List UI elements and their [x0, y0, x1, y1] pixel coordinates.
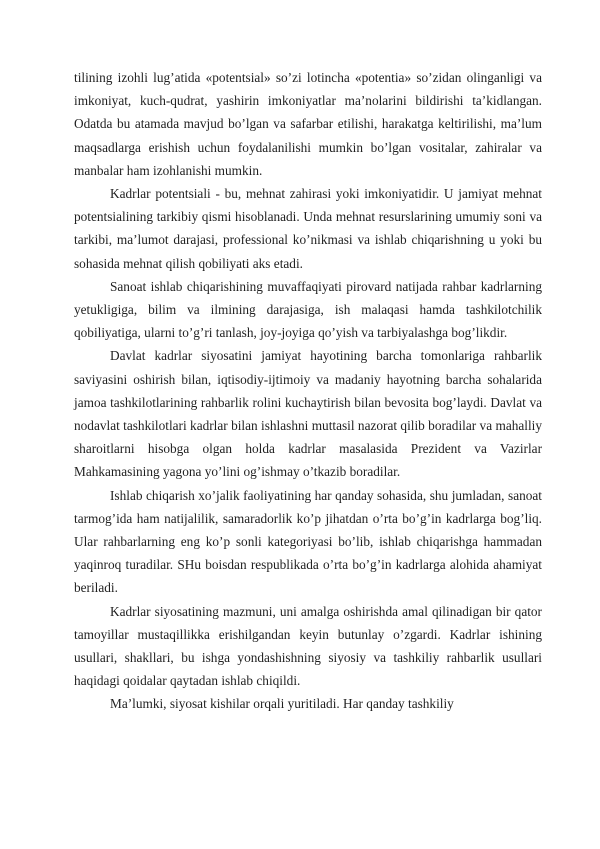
document-page — [74, 66, 542, 716]
paragraph-policy-content: Kadrlar siyosatining mazmuni, uni amalga oshirishda amal qilinadigan bir qator tamoyillar mustaqillikka erishilgandan keyin butunlay o’zgardi. Kadrlar ishining usullari, shakllari, bu ishga yondashishning siyosiy va tashkiliy rahbarlik usullari haqidagi qoidalar qaytadan ishlab chiqildi. — [74, 603, 542, 689]
paragraph-middle-tier-personnel: Ishlab chiqarish xo’jalik faoliyatining har qanday sohasida, shu jumladan, sanoat tarmog’ida ham natijalilik, samaradorlik ko’p jihatdan o’rta bo’g’in kadrlarga bog’liq. Ular rahbarlarning eng ko’p sonli kategoriyasi bo’lib, ishlab chiqarishga hammadan yaqinroq turadilar. SHu boisdan respublikada o’rta bo’g’in kadrlarga alohida ahamiyat beriladi. — [74, 487, 542, 596]
paragraph-personnel-potential: Kadrlar potentsiali - bu, mehnat zahirasi yoki imkoniyatidir. U jamiyat mehnat potentsialining tarkibiy qismi hisoblanadi. Unda mehnat resurslarining umumiy soni va tarkibi, ma’lumot darajasi, professional ko’nikmasi va ishlab chiqarishning u yoki bu sohasida mehnat qilish qobiliyati aks etadi. — [74, 186, 542, 271]
paragraph-industrial-success: Sanoat ishlab chiqarishining muvaffaqiyati pirovard natijada rahbar kadrlarning yetukligiga, bilim va ilmining darajasiga, ish malaqasi hamda tashkilotchilik qobiliyatiga, ularni to’g’ri tanlash, joy-joyiga qo’yish va tarbiyalashga bog’likdir. — [74, 278, 542, 341]
paragraph-policy-people: Ma’lumki, siyosat kishilar orqali yuritiladi. Har qanday tashkiliy — [110, 696, 454, 712]
paragraph-state-personnel-policy: Davlat kadrlar siyosatini jamiyat hayotining barcha tomonlariga rahbarlik saviyasini oshirish bilan, iqtisodiy-ijtimoiy va madaniy hayotning barcha sohalarida jamoa tashkilotlarining rahbarlik rolini kuchaytirish bilan bevosita bog’laydi. Davlat va nodavlat tashkilotlari kadrlar bilan ishlashni muttasil nazorat qilib boradilar va mahalliy sharoitlarni hisobga olgan holda kadrlar masalasida Prezident va Vazirlar Mahkamasining yagona yo’lini og’ishmay o’tkazib boradilar. — [74, 348, 542, 480]
paragraph-potential-definition: tilining izohli lug’atida «potentsial» so’zi lotincha «potentia» so’zidan olinganligi va imkoniyat, kuch-qudrat, yashirin imkoniyatlar ma’nolarini bildirishi ta’kidlangan. Odatda bu atamada mavjud bo’lgan va safarbar etilishi, harakatga keltirilishi, ma’lum maqsadlarga erishish uchun foydalanilishi mumkin bo’lgan vositalar, zahiralar va manbalar ham izohlanishi mumkin. — [74, 70, 542, 178]
